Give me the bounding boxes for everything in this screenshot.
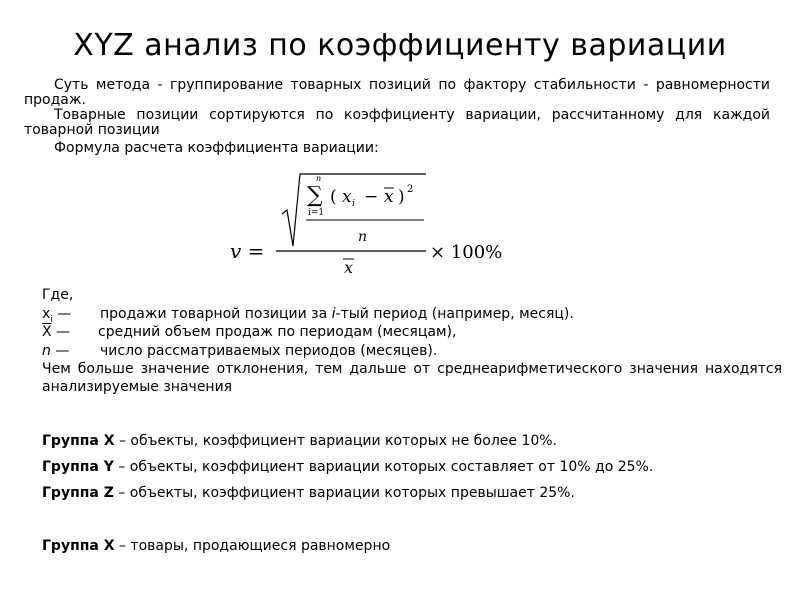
xi-description-b: -тый период (например, месяц). <box>335 306 574 322</box>
group-y-name: Группа Y <box>42 459 114 475</box>
group-y-text: – объекты, коэффициент вариации которых составляет от 10% до 25%. <box>113 459 654 475</box>
formula-root-sign <box>282 174 426 246</box>
xbar-description: средний объем продаж по периодам (месяцам), <box>98 324 457 340</box>
group-y-line <box>42 458 782 476</box>
definition-xbar <box>42 323 782 341</box>
xi-dash: — <box>52 306 72 322</box>
formula-root-denominator: n <box>358 229 368 245</box>
n-dash: — <box>50 343 70 359</box>
formula-term-close: ) <box>398 187 405 207</box>
xi-description-a: продажи товарной позиции за <box>100 306 332 322</box>
where-label: Где, <box>42 287 74 303</box>
summary-line <box>42 537 782 555</box>
formula-term-power: 2 <box>407 184 414 195</box>
group-z-line <box>42 484 782 502</box>
group-z-text: – объекты, коэффициент вариации которых превышает 25%. <box>113 485 575 501</box>
formula-caption: Формула расчета коэффициента вариации: <box>54 140 379 156</box>
formula-term-minus: − <box>364 187 379 207</box>
method-description: Суть метода - группирование товарных позиций по фактору стабильности - равномерности продаж. <box>24 77 770 108</box>
deviation-note: Чем больше значение отклонения, тем дальше от среднеарифметического значения находятся анализируемые значения <box>42 361 782 395</box>
formula-times-100: × 100% <box>430 242 503 263</box>
formula-sum-sign: ∑ <box>307 183 323 208</box>
variation-coefficient-formula <box>230 172 520 282</box>
group-x-line <box>42 432 782 450</box>
formula-sum-top: n <box>316 174 322 183</box>
xbar-dash: — <box>51 324 71 340</box>
formula-term-x: x <box>342 187 352 207</box>
summary-text: – товары, продающиеся равномерно <box>114 538 391 554</box>
xbar-symbol: $\overline{X}$ <box>42 324 52 340</box>
slide-title: XYZ анализ по коэффициенту вариации <box>73 28 727 63</box>
sorting-description: Товарные позиции сортируются по коэффициенту вариации, рассчитанному для каждой товарной позиции <box>24 107 770 138</box>
xi-symbol: x <box>42 306 51 322</box>
formula-term-xbar: x <box>384 187 394 207</box>
n-description: число рассматриваемых периодов (месяцев). <box>100 343 438 359</box>
formula-lhs: v = <box>230 239 265 263</box>
formula-sum-bottom: i=1 <box>308 208 325 218</box>
n-symbol: n <box>42 343 51 359</box>
formula-term-i: i <box>352 199 355 209</box>
formula-term-open: ( <box>330 187 337 207</box>
formula-denominator: x <box>344 258 354 277</box>
group-z-name: Группа Z <box>42 485 114 501</box>
xi-subscript: i <box>50 314 53 325</box>
xi-description-i: i <box>331 306 336 322</box>
definition-n <box>42 342 782 360</box>
group-x-name: Группа X <box>42 433 115 449</box>
summary-group-name: Группа X <box>42 538 115 554</box>
group-x-text: – объекты, коэффициент вариации которых не более 10%. <box>114 433 558 449</box>
